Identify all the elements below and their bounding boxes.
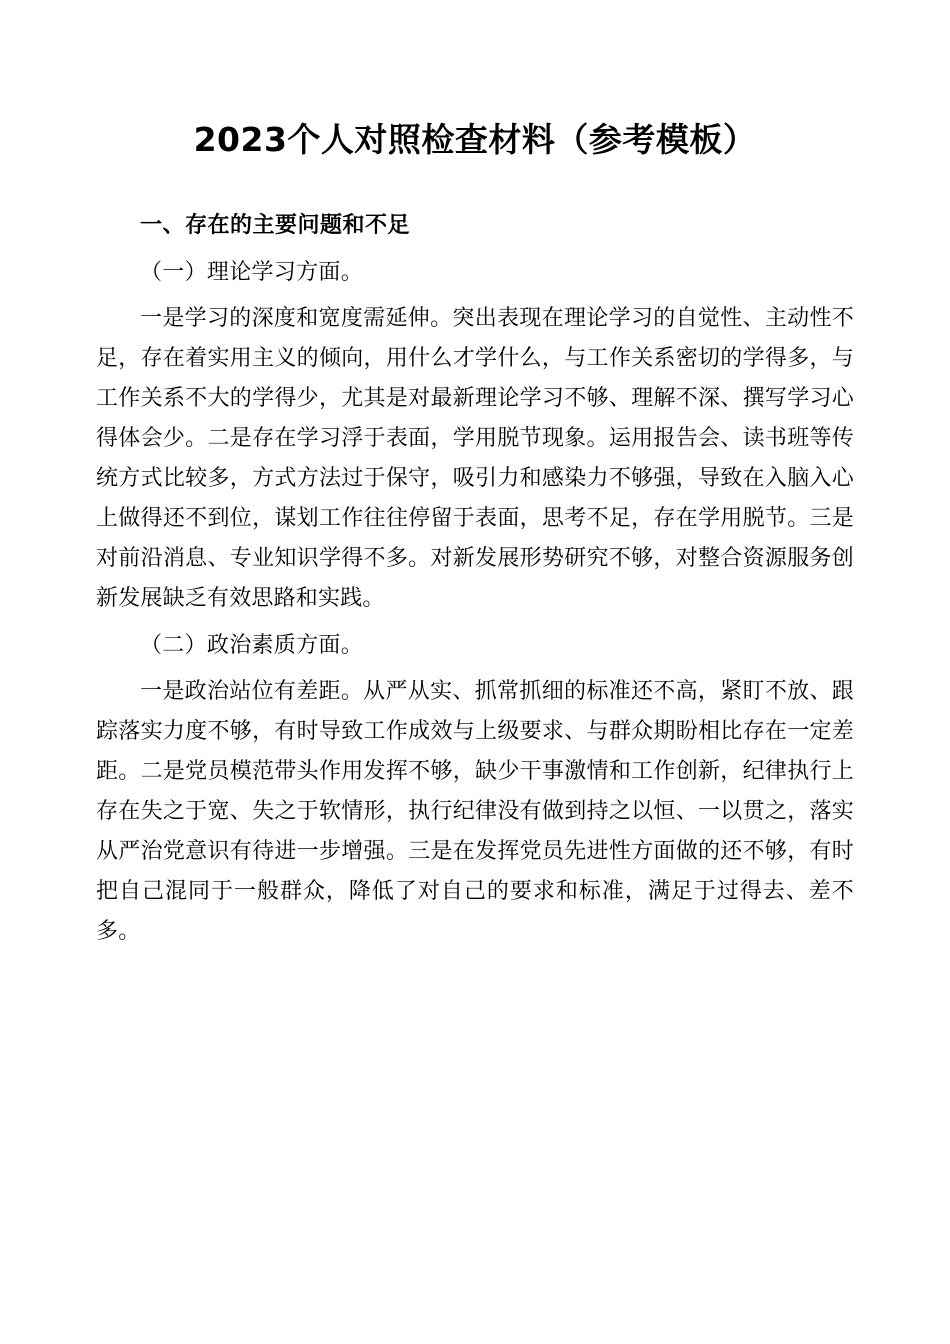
subsection-heading-theory-study: （一）理论学习方面。 — [140, 259, 364, 285]
paragraph-theory-study: 一是学习的深度和宽度需延伸。突出表现在理论学习的自觉性、主动性不足，存在着实用主义的倾向，用什么才学什么，与工作关系密切的学得多，与工作关系不大的学得少，尤其是对最新理论学习不够、理解不深、撰写学习心得体会少。二是存在学习浮于表面，学用脱节现象。运用报告会、读书班等传统方式比较多，方式方法过于保守，吸引力和感染力不够强，导致在入脑入心上做得还不到位，谋划工作往往停留于表面，思考不足，存在学用脱节。三是对前沿消息、专业知识学得不多。对新发展形势研究不够，对整合资源服务创新发展缺乏有效思路和实践。 — [96, 305, 854, 611]
section-heading-1: 一、存在的主要问题和不足 — [140, 212, 411, 238]
paragraph-political-quality: 一是政治站位有差距。从严从实、抓常抓细的标准还不高，紧盯不放、跟踪落实力度不够，有时导致工作成效与上级要求、与群众期盼相比存在一定差距。二是党员模范带头作用发挥不够，缺少干事激情和工作创新，纪律执行上存在失之于宽、失之于软情形，执行纪律没有做到持之以恒、一以贯之，落实从严治党意识有待进一步增强。三是在发挥党员先进性方面做的还不够，有时把自己混同于一般群众，降低了对自己的要求和标准，满足于过得去、差不多。 — [96, 678, 854, 944]
subsection-heading-political-quality: （二）政治素质方面。 — [140, 632, 364, 658]
page-title: 2023个人对照检查材料（参考模板） — [193, 120, 757, 159]
